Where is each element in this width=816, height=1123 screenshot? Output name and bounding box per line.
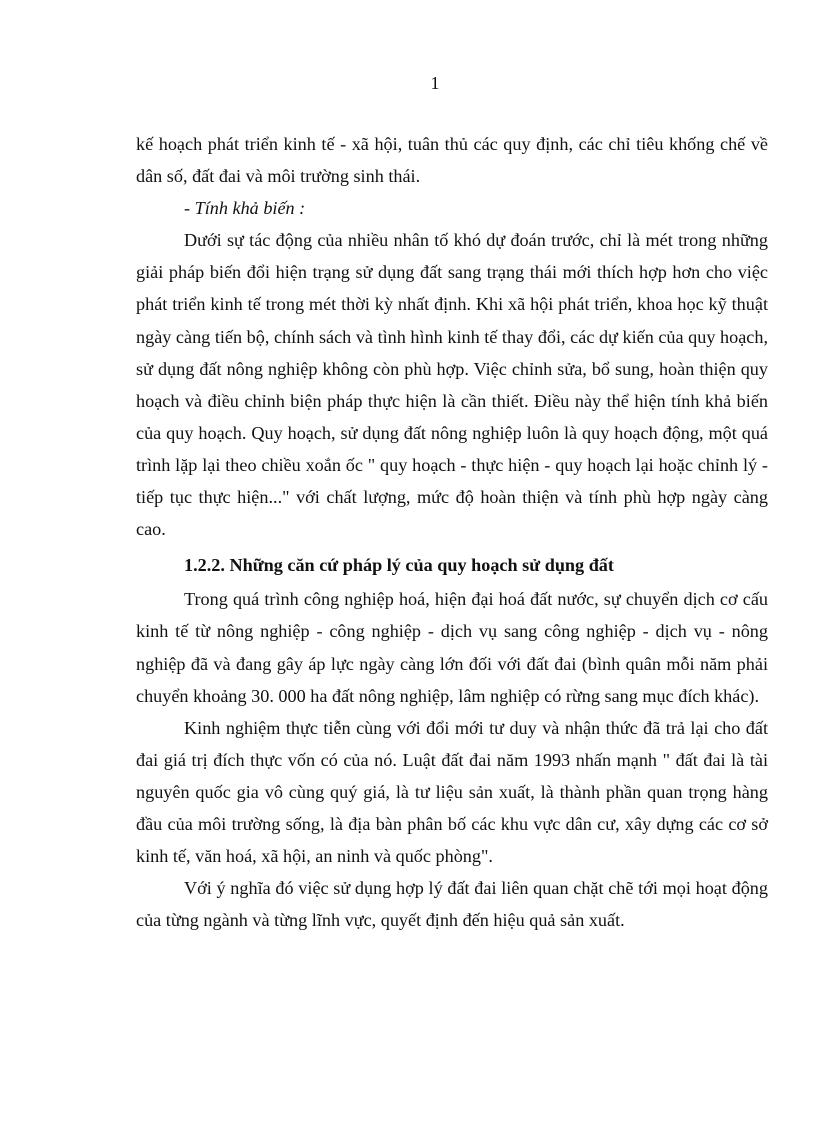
section-heading: 1.2.2. Những căn cứ pháp lý của quy hoạch sử dụng đất	[184, 555, 614, 576]
paragraph-variability: Dưới sự tác động của nhiều nhân tố khó dự đoán trước, chỉ là mét trong những giải pháp biến đổi hiện trạng sử dụng đất sang trạng thái mới thích hợp hơn cho việc phát triển kinh tế trong mét thời kỳ nhất định. Khi xã hội phát triển, khoa học kỹ thuật ngày càng tiến bộ, chính sách và tình hình kinh tế thay đổi, các dự kiến của quy hoạch, sử dụng đất nông nghiệp không còn phù hợp. Việc chỉnh sửa, bổ sung, hoàn thiện quy hoạch và điều chỉnh biện pháp thực hiện là cần thiết. Điều này thể hiện tính khả biến của quy hoạch. Quy hoạch, sử dụng đất nông nghiệp luôn là quy hoạch động, một quá trình lặp lại theo chiều xoắn ốc " quy hoạch - thực hiện - quy hoạch lại hoặc chỉnh lý - tiếp tục thực hiện..." với chất lượng, mức độ hoàn thiện và tính phù hợp ngày càng cao.	[136, 230, 768, 540]
paragraph-industrialization: Trong quá trình công nghiệp hoá, hiện đại hoá đất nước, sự chuyển dịch cơ cấu kinh tế từ nông nghiệp - công nghiệp - dịch vụ sang công nghiệp - dịch vụ - nông nghiệp đã và đang gây áp lực ngày càng lớn đối với đất đai (bình quân mỗi năm phải chuyển khoảng 30. 000 ha đất nông nghiệp, lâm nghiệp có rừng sang mục đích khác).	[136, 589, 768, 706]
document-body	[136, 128, 768, 936]
paragraph-land-law: Kinh nghiệm thực tiễn cùng với đổi mới tư duy và nhận thức đã trả lại cho đất đai giá trị đích thực vốn có của nó. Luật đất đai năm 1993 nhấn mạnh " đất đai là tài nguyên quốc gia vô cùng quý giá, là tư liệu sản xuất, là thành phần quan trọng hàng đầu của môi trường sống, là địa bàn phân bố các khu vực dân cư, xây dựng các cơ sở kinh tế, văn hoá, xã hội, an ninh và quốc phòng".	[136, 717, 768, 867]
paragraph-land-use-significance: Với ý nghĩa đó việc sử dụng hợp lý đất đai liên quan chặt chẽ tới mọi hoạt động của từng ngành và từng lĩnh vực, quyết định đến hiệu quả sản xuất.	[136, 878, 768, 931]
subheading-variability: - Tính khả biến :	[184, 198, 306, 219]
paragraph-continued: kế hoạch phát triển kinh tế - xã hội, tuân thủ các quy định, các chỉ tiêu khống chế về dân số, đất đai và môi trường sinh thái.	[136, 134, 768, 187]
page-number: 1	[430, 73, 440, 93]
